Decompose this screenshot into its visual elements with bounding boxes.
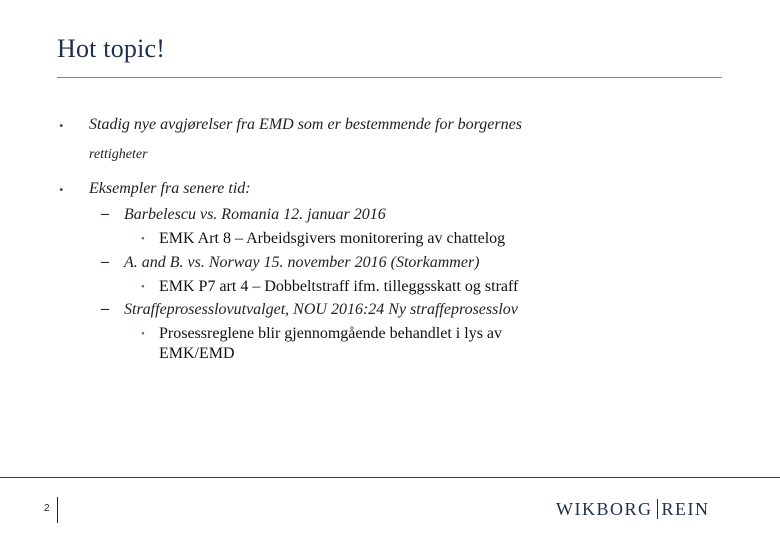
page-number-separator	[57, 497, 58, 523]
sub-bullet-dash: –	[101, 300, 109, 317]
case-detail: Prosessreglene blir gjennomgående behandlet i lys av	[159, 325, 503, 342]
slide-title: Hot topic!	[57, 34, 166, 63]
page-number: 2	[44, 503, 50, 514]
case-detail: EMK P7 art 4 – Dobbeltstraff ifm. tilleggsskatt og straff	[159, 278, 519, 295]
sub-sub-bullet-marker: •	[141, 233, 145, 245]
case-title: A. and B. vs. Norway 15. november 2016 (Storkammer)	[124, 254, 480, 271]
logo-text-right: REIN	[661, 498, 710, 519]
bullet-text: Eksempler fra senere tid:	[89, 180, 251, 197]
company-logo	[556, 496, 710, 522]
logo-text-left: WIKBORG	[556, 498, 653, 519]
case-title: Barbelescu vs. Romania 12. januar 2016	[124, 206, 386, 223]
logo-separator	[657, 499, 658, 519]
footer-divider	[0, 477, 780, 478]
sub-sub-bullet-marker: •	[141, 281, 145, 293]
case-detail-continuation: EMK/EMD	[159, 345, 235, 362]
sub-bullet-dash: –	[101, 205, 109, 222]
bullet-text: Stadig nye avgjørelser fra EMD som er bestemmende for borgernes	[89, 116, 522, 133]
case-detail: EMK Art 8 – Arbeidsgivers monitorering av chattelog	[159, 230, 506, 247]
sub-bullet-dash: –	[101, 253, 109, 270]
case-title: Straffeprosesslovutvalget, NOU 2016:24 Ny straffeprosesslov	[124, 301, 518, 318]
sub-sub-bullet-marker: •	[141, 328, 145, 340]
bullet-marker: •	[59, 118, 64, 133]
bullet-text-continuation: rettigheter	[89, 147, 148, 162]
bullet-marker: •	[59, 182, 64, 197]
